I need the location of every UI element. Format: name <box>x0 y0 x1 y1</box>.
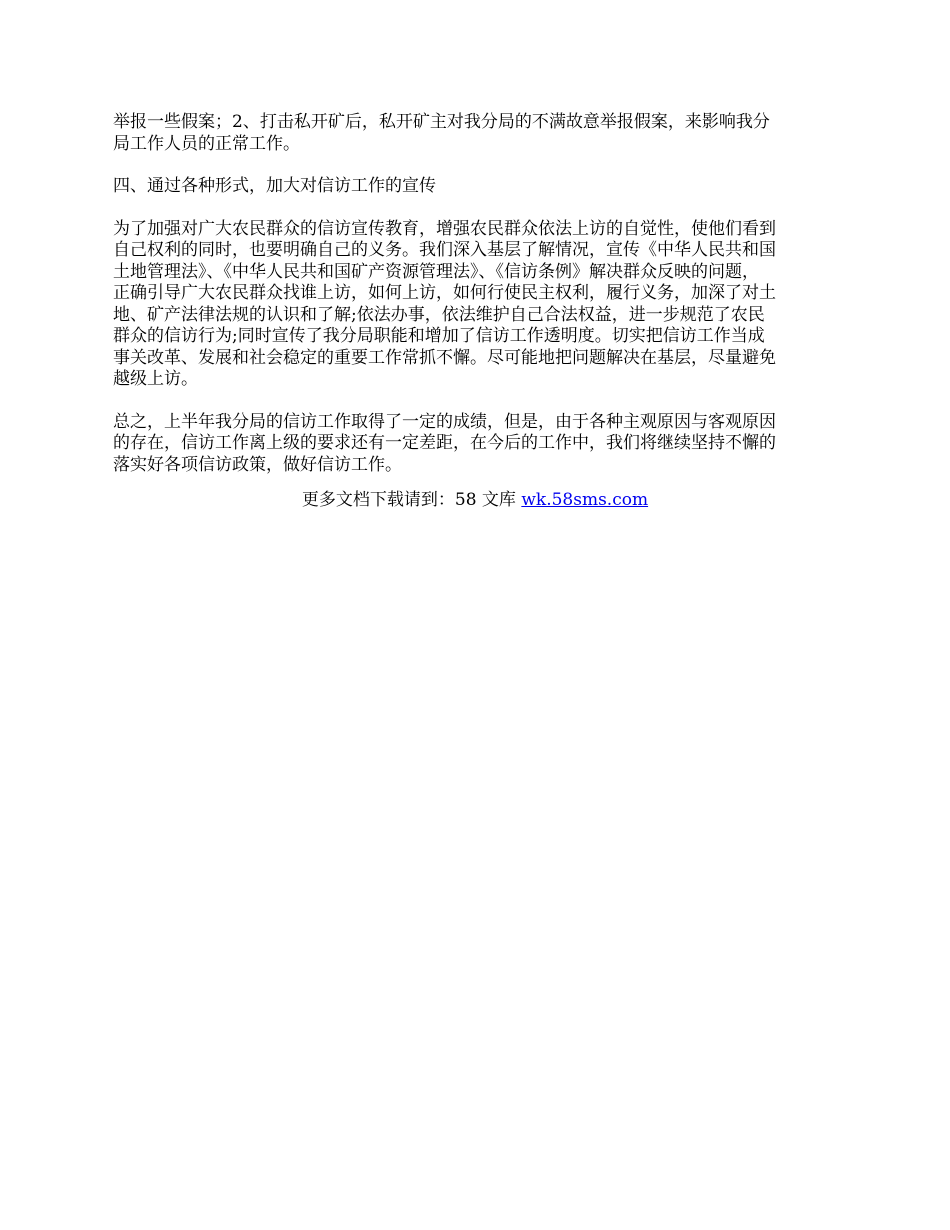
text-line: 举报一些假案；2、打击私开矿后，私开矿主对我分局的不满故意举报假案，来影响我分 <box>113 112 770 132</box>
text-line: 群众的信访行为;同时宣传了我分局职能和增加了信访工作透明度。切实把信访工作当成 <box>113 326 765 346</box>
text-line: 为了加强对广大农民群众的信访宣传教育，增强农民群众依法上访的自觉性，使他们看到 <box>113 218 776 239</box>
document-body <box>113 112 853 476</box>
text-line: 地、矿产法律法规的认识和了解;依法办事，依法维护自己合法权益，进一步规范了农民 <box>113 304 765 325</box>
text-line: 的存在，信访工作离上级的要求还有一定差距，在今后的工作中，我们将继续坚持不懈的 <box>113 433 776 453</box>
paragraph-report-continuation <box>113 112 853 155</box>
text-line: 自己权利的同时，也要明确自己的义务。我们深入基层了解情况，宣传《中华人民共和国 <box>113 240 776 260</box>
text-line: 越级上访。 <box>113 369 198 389</box>
footer-site-link[interactable]: wk.58sms.com <box>521 490 649 510</box>
text-line: 总之，上半年我分局的信访工作取得了一定的成绩，但是，由于各种主观原因与客观原因 <box>113 411 776 432</box>
paragraph-spacer <box>113 391 853 412</box>
text-line: 正确引导广大农民群众找谁上访，如何上访，如何行使民主权利，履行义务，加深了对土 <box>113 283 776 303</box>
text-line: 局工作人员的正常工作。 <box>113 133 300 154</box>
section-heading-text: 四、通过各种形式，加大对信访工作的宣传 <box>113 176 436 196</box>
footer-prefix-text: 更多文档下载请到：58 文库 <box>301 490 522 510</box>
text-line: 落实好各项信访政策，做好信访工作。 <box>113 454 402 475</box>
text-line: 土地管理法》、《中华人民共和国矿产资源管理法》、《信访条例》解决群众反映的问题， <box>113 261 759 282</box>
download-footer <box>0 489 950 511</box>
text-line: 事关改革、发展和社会稳定的重要工作常抓不懈。尽可能地把问题解决在基层，尽量避免 <box>113 347 776 368</box>
paragraph-spacer <box>113 198 853 219</box>
section-heading-4 <box>113 176 853 198</box>
paragraph-spacer <box>113 155 853 176</box>
paragraph-summary <box>113 412 853 477</box>
paragraph-publicity <box>113 219 853 391</box>
